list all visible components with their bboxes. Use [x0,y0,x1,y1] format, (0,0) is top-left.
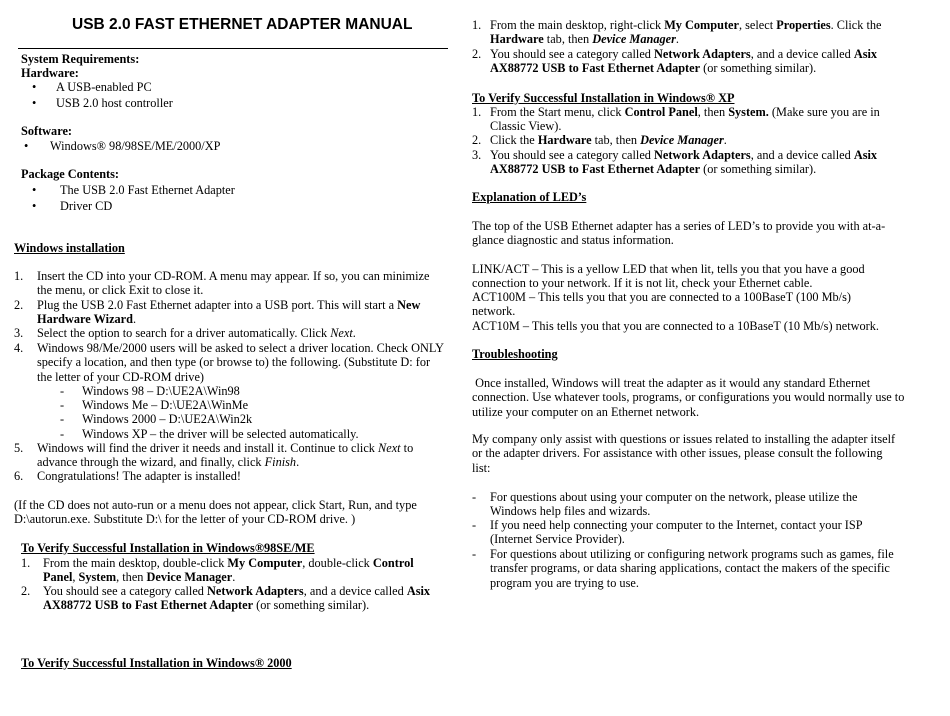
troubleshooting-support-note: My company only assist with questions or issues related to installing the adapter itself or the adapter drivers. For assistance with other issues, please consult the following list: [472,432,896,475]
bullet: • [32,96,37,110]
dash: - [60,412,65,426]
step-number: 1. [21,556,31,570]
verify-xp-step-3: You should see a category called Network Adapters, and a device called Asix AX88772 USB to Fast Ethernet Adapter (or something similar). [490,148,878,177]
troubleshooting-item: For questions about using your computer on the network, please utilize the Windows help files and wizards. [490,490,858,519]
verify-98-heading: To Verify Successful Installation in Windows®98SE/ME [21,541,315,555]
troubleshooting-item: For questions about utilizing or configuring network programs such as games, file transfer programs, or data sharing applications, contact the makers of the specific program you are trying to use. [490,547,894,590]
bullet: • [32,183,37,197]
verify-98-step-1: From the main desktop, double-click My Computer, double-click Control Panel, System, then Device Manager. [43,556,414,585]
step-number: 2. [14,298,24,312]
software-item: Windows® 98/98SE/ME/2000/XP [50,139,221,153]
verify-xp-step-1: From the Start menu, click Control Panel, then System. (Make sure you are in Classic View). [490,105,880,134]
package-item: Driver CD [60,199,113,213]
step-number: 2. [21,584,31,598]
step-number: 2. [472,133,482,147]
package-label: Package Contents: [21,167,120,181]
step-number: 4. [14,341,24,355]
verify-xp-heading: To Verify Successful Installation in Windows® XP [472,91,735,105]
package-item: The USB 2.0 Fast Ethernet Adapter [60,183,235,197]
dash: - [60,384,65,398]
requirements-heading: System Requirements: [21,52,140,66]
step-number: 5. [14,441,24,455]
install-step-5: Windows will find the driver it needs and install it. Continue to click Next to advance through the wizard, and finally, click Finish. [37,441,414,470]
title-divider [18,48,448,49]
autorun-note: (If the CD does not auto-run or a menu does not appear, click Start, Run, and type D:\autorun.exe. Substitute D:\ for the letter of your CD-ROM drive. ) [14,498,417,527]
verify-2000-step-1: From the main desktop, right-click My Computer, select Properties. Click the Hardware tab, then Device Manager. [490,18,882,47]
dash: - [60,398,65,412]
verify-2000-step-2: You should see a category called Network Adapters, and a device called Asix AX88772 USB to Fast Ethernet Adapter (or something similar). [490,47,878,76]
install-step-6: Congratulations! The adapter is installed! [37,469,241,483]
troubleshooting-heading: Troubleshooting [472,347,558,361]
verify-98-step-2: You should see a category called Network Adapters, and a device called Asix AX88772 USB to Fast Ethernet Adapter (or something similar). [43,584,431,613]
dash: - [472,518,477,532]
leds-heading: Explanation of LED’s [472,190,587,204]
driver-path: Windows XP – the driver will be selected automatically. [82,427,359,441]
install-step-2: Plug the USB 2.0 Fast Ethernet adapter into a USB port. This will start a New Hardware Wizard. [37,298,421,327]
install-step-4: Windows 98/Me/2000 users will be asked to select a driver location. Check ONLY specify a location, and then type (or browse to) the following. (Substitute D: for the letter of your CD-ROM drive) [37,341,444,384]
bullet: • [24,139,29,153]
dash: - [60,427,65,441]
driver-path: Windows 98 – D:\UE2A\Win98 [82,384,240,398]
install-step-3: Select the option to search for a driver automatically. Click Next. [37,326,356,340]
install-step-1: Insert the CD into your CD-ROM. A menu may appear. If so, you can minimize the menu, or click Exit to close it. [37,269,430,298]
leds-intro: The top of the USB Ethernet adapter has a series of LED’s to provide you with at-a-glance diagnostic and status information. [472,219,886,248]
led-act100m: ACT100M – This tells you that you are connected to a 100BaseT (100 Mb/s) network. [472,290,851,319]
software-label: Software: [21,124,72,138]
verify-xp-step-2: Click the Hardware tab, then Device Manager. [490,133,727,147]
dash: - [472,547,477,561]
hardware-label: Hardware: [21,66,79,80]
bullet: • [32,199,37,213]
step-number: 3. [14,326,24,340]
hardware-item: A USB-enabled PC [56,80,152,94]
driver-path: Windows Me – D:\UE2A\WinMe [82,398,249,412]
step-number: 6. [14,469,24,483]
page-title: USB 2.0 FAST ETHERNET ADAPTER MANUAL [72,16,413,33]
hardware-item: USB 2.0 host controller [56,96,173,110]
troubleshooting-item: If you need help connecting your computer to the Internet, contact your ISP (Internet Service Provider). [490,518,863,547]
step-number: 1. [472,18,482,32]
bullet: • [32,80,37,94]
step-number: 3. [472,148,482,162]
led-link-act: LINK/ACT – This is a yellow LED that when lit, tells you that you have a good connection to your network. If it is not lit, check your Ethernet cable. [472,262,865,291]
step-number: 2. [472,47,482,61]
dash: - [472,490,477,504]
step-number: 1. [472,105,482,119]
driver-path: Windows 2000 – D:\UE2A\Win2k [82,412,253,426]
led-act10m: ACT10M – This tells you that you are connected to a 10BaseT (10 Mb/s) network. [472,319,879,333]
troubleshooting-intro: Once installed, Windows will treat the adapter as it would any standard Ethernet connection. Use whatever tools, programs, or configurations you would normally use to utilize your computer on an Ethernet network. [472,376,908,419]
windows-install-heading: Windows installation [14,241,125,255]
step-number: 1. [14,269,24,283]
verify-2000-heading: To Verify Successful Installation in Windows® 2000 [21,656,292,670]
